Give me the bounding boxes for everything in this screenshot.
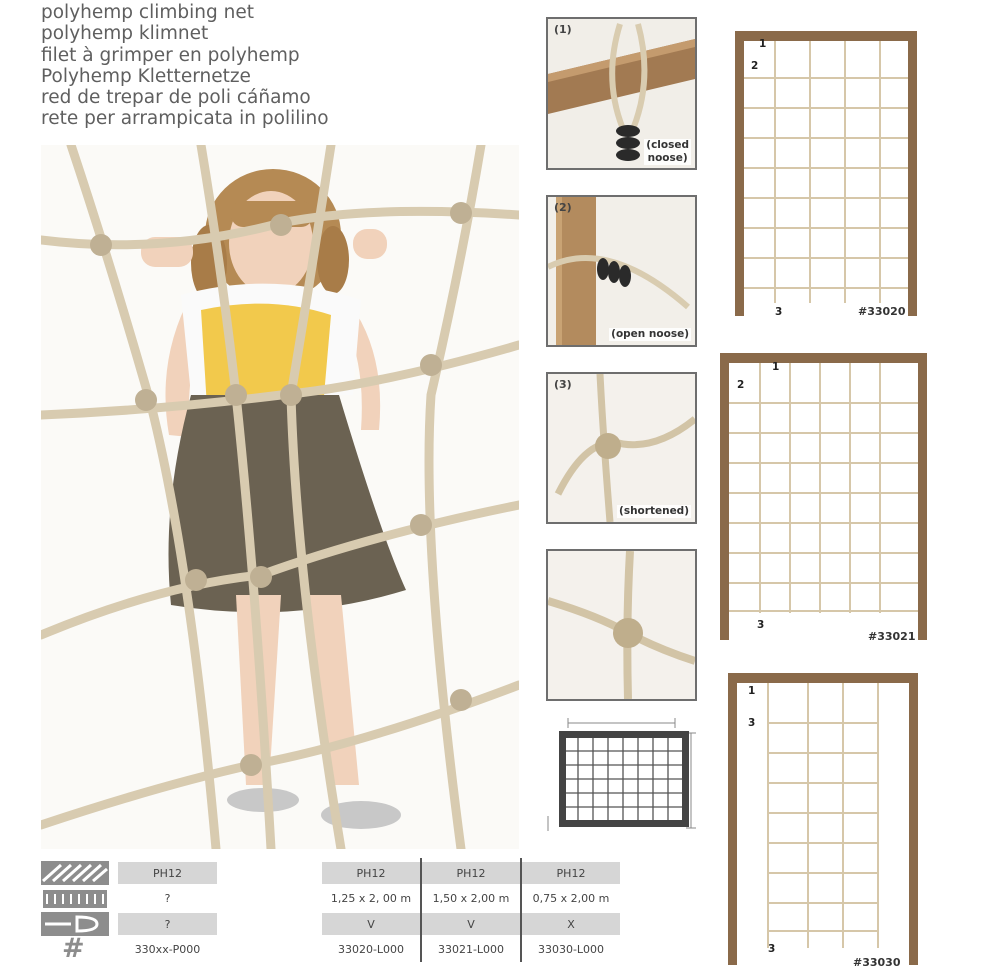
- col2-size: 1,50 x 2,00 m: [432, 891, 510, 905]
- product-photo: [41, 145, 519, 849]
- col3-ref: 33030-L000: [537, 942, 605, 956]
- rope-diameter-icon: [41, 888, 109, 910]
- open-noose-illustration: [548, 197, 695, 345]
- net-33030-illustration: [728, 673, 918, 971]
- net-33020-illustration: [735, 28, 917, 318]
- pointer-3-top: 3: [748, 717, 756, 729]
- generic-material: PH12: [118, 862, 217, 884]
- child-figure: [141, 169, 406, 829]
- col1-material: PH12: [322, 862, 420, 884]
- rope-twist-icon: [41, 861, 109, 885]
- col1-size: 1,25 x 2, 00 m: [330, 891, 412, 905]
- detail-open-noose: [546, 195, 697, 347]
- title-block: [41, 2, 461, 130]
- product-33020: [735, 28, 917, 318]
- detail-caption: (closed noose): [646, 139, 689, 164]
- col2-ref: 33021-L000: [437, 942, 505, 956]
- detail-number: (3): [554, 378, 572, 391]
- col2-type: V: [422, 913, 520, 935]
- child-on-net-illustration: [41, 145, 519, 849]
- title-en: polyhemp climbing net: [41, 2, 254, 23]
- product-code: #33020: [858, 305, 906, 318]
- pointer-1: 1: [759, 38, 767, 50]
- col3-type: X: [522, 913, 620, 935]
- col3-size: 0,75 x 2,00 m: [532, 891, 610, 905]
- col3-material: PH12: [522, 862, 620, 884]
- product-33021: [720, 353, 927, 645]
- detail-number: (1): [554, 23, 572, 36]
- schematic-diagram: [545, 713, 697, 840]
- title-nl: polyhemp klimnet: [41, 23, 209, 45]
- knot-illustration: [548, 551, 695, 699]
- pointer-3-bottom: 3: [768, 943, 776, 955]
- detail-caption: (shortened): [619, 505, 689, 517]
- col1-type: V: [322, 913, 420, 935]
- title-es: red de trepar de poli cáñamo: [41, 87, 311, 109]
- title-it: rete per arrampicata in polilino: [41, 108, 329, 130]
- detail-closed-noose: [546, 17, 697, 170]
- generic-ref: 330xx-P000: [134, 942, 201, 956]
- col1-ref: 33020-L000: [337, 942, 405, 956]
- product-code: #33021: [868, 630, 916, 643]
- pointer-1: 1: [748, 685, 756, 697]
- pointer-2: 2: [737, 379, 745, 391]
- detail-shortened: [546, 372, 697, 524]
- generic-size: ?: [164, 891, 171, 905]
- pointer-3: 3: [775, 306, 783, 318]
- pointer-2: 2: [751, 60, 759, 72]
- pointer-1: 1: [772, 361, 780, 373]
- hash-icon: #: [62, 933, 85, 964]
- title-fr: filet à grimper en polyhemp: [41, 44, 300, 66]
- pointer-3: 3: [757, 619, 765, 631]
- product-code: #33030: [853, 956, 901, 969]
- detail-knot: [546, 549, 697, 701]
- product-33030: [728, 673, 918, 971]
- net-schematic: [545, 713, 697, 840]
- schematic-grid: [566, 738, 682, 820]
- detail-number: (2): [554, 201, 572, 214]
- shortened-rope-illustration: [548, 374, 695, 522]
- generic-type: ?: [118, 913, 217, 935]
- net-33021-illustration: [720, 353, 927, 645]
- detail-caption: (open noose): [611, 328, 689, 340]
- col2-material: PH12: [422, 862, 520, 884]
- title-de: Polyhemp Kletternetze: [41, 65, 251, 87]
